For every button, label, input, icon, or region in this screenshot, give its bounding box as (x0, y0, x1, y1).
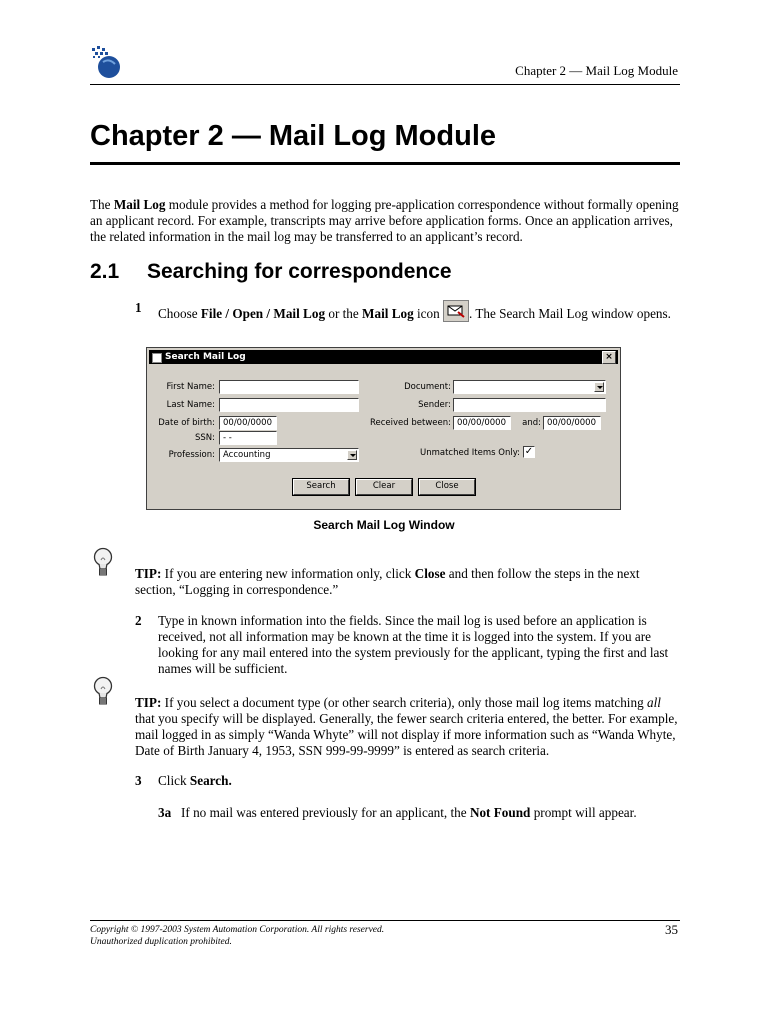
tip-2: TIP: If you select a document type (or other search criteria), only those mail log items matching all that you specify will be displayed. Generally, the fewer search criteria entered, the better. For example, mail logged in as simply “Wanda Whyte” will not display if more information such as “Wanda Whyte, Date of Birth January 4, 1953, SSN 999-99-9999” is entered as search criteria. (135, 695, 678, 758)
header-rule (90, 84, 680, 85)
profession-select[interactable]: Accounting (219, 448, 359, 462)
duplication-notice: Unauthorized duplication prohibited. (90, 937, 232, 947)
received-from-input[interactable]: 00/00/0000 (453, 416, 511, 430)
search-mail-log-window (146, 347, 621, 510)
last-name-label: Last Name: (166, 400, 215, 410)
close-button[interactable]: Close (419, 479, 475, 495)
sender-input[interactable] (453, 398, 606, 412)
step-2: 2 Type in known information into the fields. Since the mail log is used before an application is received, not all information may be known at the time it is logged into the system. If you are looking for any mail entered into the system previously for the applicant, typing the first and last names will be sufficient. (135, 613, 669, 676)
chevron-down-icon[interactable] (594, 382, 604, 392)
window-icon (152, 353, 162, 363)
document-label: Document: (404, 382, 451, 392)
sender-label: Sender: (418, 400, 451, 410)
footer-text (90, 924, 384, 948)
unmatched-items-checkbox[interactable]: ✓ (524, 446, 534, 457)
section-title: Searching for correspondence (147, 260, 452, 283)
ssn-input[interactable]: - - (219, 431, 277, 445)
figure-caption: Search Mail Log Window (313, 518, 455, 532)
chevron-down-icon[interactable] (347, 450, 357, 460)
step-number: 3a (158, 805, 172, 820)
section-heading (90, 260, 452, 284)
first-name-label: First Name: (166, 382, 215, 392)
lightbulb-icon (92, 547, 114, 579)
step-3: 3 Click Search. (135, 773, 232, 788)
first-name-input[interactable] (219, 380, 359, 394)
dialog-title: Search Mail Log (165, 352, 246, 362)
clear-button[interactable]: Clear (356, 479, 412, 495)
profession-label: Profession: (168, 450, 215, 460)
document-select[interactable] (453, 380, 606, 394)
search-button[interactable]: Search (293, 479, 349, 495)
title-rule (90, 162, 680, 165)
tip-1: TIP: If you are entering new information only, click Close and then follow the steps in the next section, “Logging in correspondence.” (135, 566, 640, 597)
running-head: Chapter 2 — Mail Log Module (515, 63, 678, 78)
step-number: 2 (135, 613, 142, 628)
lightbulb-icon (92, 676, 114, 708)
dialog-titlebar (149, 350, 618, 364)
section-number: 2.1 (90, 260, 120, 283)
intro-paragraph: The Mail Log module provides a method for logging pre-application correspondence without formally opening an applicant record. For example, transcripts may arrive before application forms. Once an application arrives, the related information in the mail log may be transferred to an applicant’s record. (90, 197, 679, 244)
step-1: 1 Choose File / Open / Mail Log or the Mail Log icon . The Search Mail Log window opens. (135, 300, 671, 321)
page-number: 35 (665, 922, 678, 937)
received-to-input[interactable]: 00/00/0000 (543, 416, 601, 430)
step-number: 3 (135, 773, 142, 788)
ssn-label: SSN: (194, 433, 215, 443)
mail-log-icon (443, 300, 469, 322)
and-label: and: (522, 418, 541, 428)
dob-input[interactable]: 00/00/0000 (219, 416, 277, 430)
dob-label: Date of birth: (158, 418, 215, 428)
company-logo (91, 44, 123, 80)
unmatched-items-label: Unmatched Items Only: (419, 448, 520, 458)
dialog-close-button[interactable]: × (602, 351, 616, 364)
chapter-title: Chapter 2 — Mail Log Module (90, 120, 497, 152)
copyright-notice: Copyright © 1997-2003 System Automation Corporation. All rights reserved. (90, 925, 385, 935)
step-number: 1 (135, 300, 142, 315)
received-between-label: Received between: (370, 418, 451, 428)
step-3a: 3a If no mail was entered previously for an applicant, the Not Found prompt will appear. (158, 805, 637, 820)
last-name-input[interactable] (219, 398, 359, 412)
footer-rule (90, 920, 680, 921)
